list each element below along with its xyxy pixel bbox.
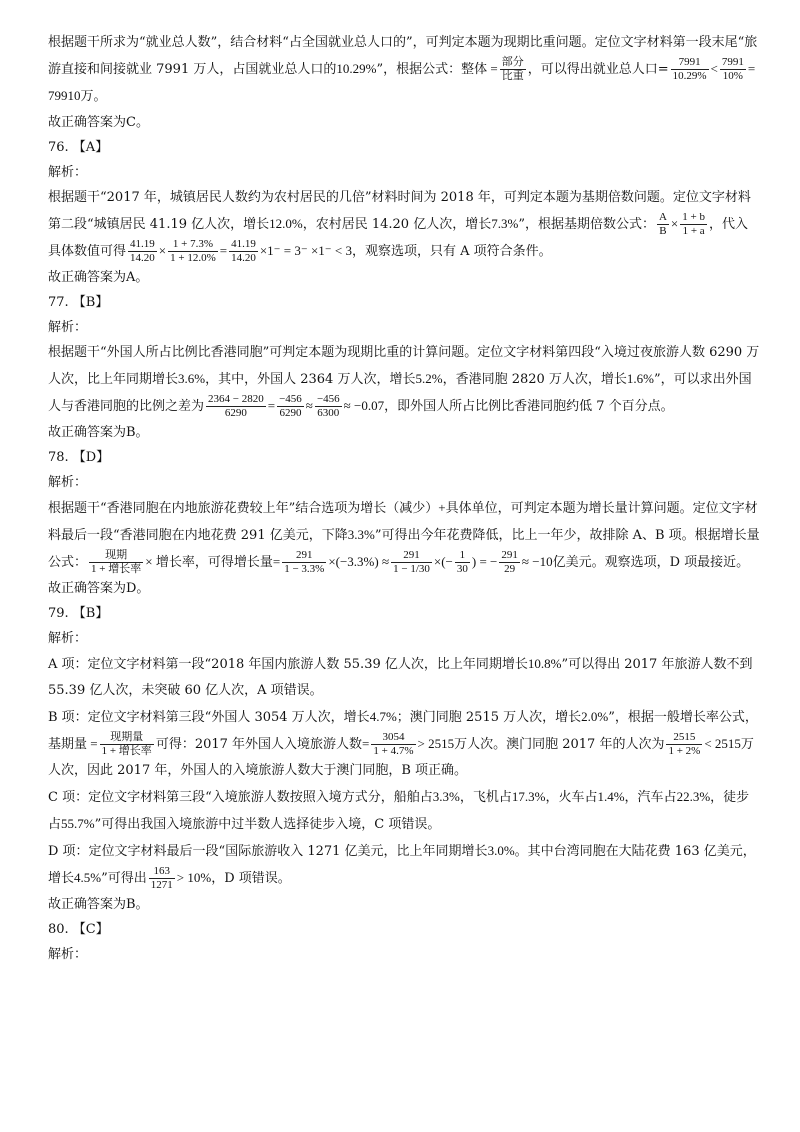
math-expression: ≈: [305, 398, 313, 413]
fraction: [206, 393, 266, 420]
fraction-denominator: B: [657, 224, 669, 238]
fraction: [499, 549, 520, 576]
text-run: ，代入具体数值可得: [48, 217, 748, 259]
fraction-denominator: 10.29%: [672, 70, 707, 82]
text-run: ，即外国人所占比例比香港同胞约低 7 个百分点。: [384, 399, 674, 414]
fraction: [680, 211, 707, 238]
text-run: 亿美元。观察选项，D 项最接近。: [552, 555, 750, 570]
math-expression: × 增长率: [145, 554, 195, 569]
math-expression: 17.3%: [511, 789, 546, 804]
math-expression: +: [438, 500, 446, 515]
fraction-denominator: 1 + 4.7%: [373, 745, 414, 757]
text-run: 具体单位，可判定本题为增长量计算问题。定位文字材料最后一段“香港同胞在内地花费 291 亿美元，下降: [48, 501, 758, 543]
fraction-denominator: 6290: [277, 406, 304, 420]
text-run: ”可以得出 2017 年旅游人数不到 55.39 亿人次，未突破 60 亿人次，A 项错误。: [48, 657, 753, 698]
math-expression: ≈ −10: [521, 554, 553, 569]
fraction-numerator: 1: [459, 549, 466, 561]
fraction-numerator: 291: [501, 549, 518, 561]
fraction-numerator: 163: [153, 865, 171, 877]
text-run: ，汽车占: [624, 790, 677, 805]
math-expression: 2.0%: [581, 709, 609, 724]
text-run: 。其中台湾同胞在大陆花费 163 亿美元，增长: [48, 844, 756, 886]
fraction: [657, 211, 669, 238]
math-expression: 3.0%: [487, 843, 515, 858]
math-expression: ×(−: [433, 554, 453, 569]
math-expression: 10.29%: [336, 61, 377, 76]
math-expression: 4.5%: [74, 870, 102, 885]
fraction-numerator: 7991: [678, 56, 701, 68]
text-run: ”可得出我国入境旅游中过半数人选择徒步入境，C 项错误。: [94, 817, 441, 832]
math-expression: 1.4%: [597, 789, 625, 804]
math-expression: 55.7%: [61, 816, 95, 831]
answer-line: 解析：: [48, 165, 88, 180]
fraction-numerator: 现期: [105, 549, 128, 561]
fraction: [168, 238, 218, 265]
text-run: ”，根据公式：: [376, 62, 462, 77]
text-run: ，D 项错误。: [211, 871, 291, 886]
math-expression: ) = −: [471, 554, 498, 569]
fraction: [315, 393, 342, 420]
answer-line: 故正确答案为B。: [48, 425, 149, 440]
fraction: [720, 56, 746, 83]
fraction: [229, 238, 258, 265]
text-run: D 项：定位文字材料最后一段“国际旅游收入 1271 亿美元，比上年同期增长: [48, 844, 488, 859]
fraction-numerator: 1 + 7.3%: [172, 238, 213, 250]
math-expression: > 2515: [417, 736, 455, 751]
text-run: ，可得增长量: [194, 555, 273, 570]
text-run: A 项：定位文字材料第一段“2018 年国内旅游人数 55.39 亿人次，比上年同期增长: [48, 657, 528, 672]
math-expression: 12.0%: [269, 216, 303, 231]
fraction: [671, 56, 709, 83]
math-expression: 4.7%: [369, 709, 397, 724]
fraction-numerator: 7991: [721, 56, 744, 68]
text-run: C 项：定位文字材料第三段“入境旅游人数按照入境方式分，船舶占: [48, 790, 433, 805]
math-expression: ×: [158, 243, 167, 258]
fraction-numerator: A: [658, 211, 667, 223]
fraction-numerator: 2364 − 2820: [208, 393, 264, 405]
fraction-denominator: 14.20: [231, 252, 256, 264]
fraction-denominator: 29: [499, 562, 520, 576]
answer-number-heading: 77. 【B】: [48, 295, 109, 310]
text-run: 万人次。澳门同胞 2017 年的人次为: [454, 737, 665, 752]
fraction: [371, 731, 415, 758]
text-run: 根据题干所求为“就业总人数”，结合材料“占全国就业总人口的”，可判定本题为现期比重问题。定位文字材料第一段末尾“旅游直接和间接就业 7991 万人，占国就业总人口的: [48, 35, 758, 77]
math-expression: 22.3%: [676, 789, 711, 804]
math-expression: = 79910: [48, 61, 756, 103]
fraction-numerator: 291: [296, 549, 313, 561]
fraction: [149, 865, 175, 892]
fraction-numerator: 41.19: [231, 238, 256, 250]
text-run: ”可得出: [101, 871, 147, 886]
explanation-paragraph: [48, 651, 760, 704]
fraction-denominator: 1 + a: [680, 224, 707, 238]
text-run: 可得：2017 年外国人入境旅游人数: [155, 737, 363, 752]
answer-line: 解析：: [48, 475, 88, 490]
fraction-denominator: 6290: [206, 406, 266, 420]
text-run: ”，根据基期倍数公式：: [518, 217, 655, 232]
fraction-denominator: 1 − 3.3%: [284, 563, 325, 575]
text-run: ，可以得出就业总人口=: [527, 62, 669, 77]
math-expression: 10.8%: [527, 656, 562, 671]
fraction: [666, 731, 702, 758]
math-expression: ×(−3.3%) ≈: [328, 554, 390, 569]
math-expression: 5.2%: [415, 371, 443, 386]
math-expression: ≈ −0.07: [343, 398, 385, 413]
fraction-numerator: 41.19: [130, 238, 155, 250]
text-run: ”可得出今年花费降低，比上一年少，故排除 A、B 项。根据增长量公式：: [48, 528, 760, 570]
answer-line: 故正确答案为C。: [48, 115, 149, 130]
text-run: ，其中，外国人 2364 万人次，增长: [205, 372, 416, 387]
explanation-paragraph: [48, 30, 760, 110]
answer-line: 解析：: [48, 631, 88, 646]
math-expression: 1.6%: [626, 371, 655, 386]
math-expression: =: [267, 398, 276, 413]
text-run: 万。: [80, 89, 107, 104]
text-run: 根据题干“外国人所占比例比香港同胞”可判定本题为现期比重的计算问题。定位文字材料第四段“入境过夜旅游人数 6290 万人次，比上年同期增长: [48, 345, 760, 387]
math-expression: 3.3%: [347, 527, 375, 542]
fraction: [500, 56, 526, 83]
explanation-paragraph: [48, 340, 760, 420]
text-run: ，火车占: [545, 790, 598, 805]
explanation-paragraph: [48, 704, 760, 784]
explanation-paragraph: [48, 838, 760, 892]
fraction-denominator: 1 + 增长率: [101, 745, 152, 757]
text-run: B 项：定位文字材料第三段“外国人 3054 万人次，增长: [48, 710, 370, 725]
fraction-denominator: 6300: [315, 406, 342, 420]
text-run: ”，可以求出外国人与香港同胞的比例之差为: [48, 372, 752, 414]
text-run: ，香港同胞 2820 万人次，增长: [442, 372, 627, 387]
math-expression: < 2515: [704, 736, 741, 751]
fraction: [89, 549, 143, 576]
math-expression: 基期量 =: [48, 736, 98, 751]
text-run: ，观察选项，只有 A 项符合条件。: [352, 244, 552, 259]
fraction-denominator: 10%: [720, 69, 746, 83]
text-run: ，飞机占: [459, 790, 512, 805]
fraction: [391, 549, 432, 576]
text-run: 根据题干“香港同胞在内地旅游花费较上年”结合选项为增长（减少）: [48, 501, 439, 516]
fraction: [455, 549, 470, 576]
math-expression: 3.3%: [432, 789, 460, 804]
fraction-denominator: 14.20: [130, 252, 155, 264]
math-expression: =: [219, 243, 228, 258]
fraction-denominator: 1 − 1/30: [393, 563, 430, 575]
answer-line: 解析：: [48, 947, 88, 962]
text-run: 万人次，因此 2017 年，外国人的入境旅游人数大于澳门同胞，B 项正确。: [48, 737, 754, 778]
fraction-numerator: 3054: [382, 731, 405, 743]
math-expression: <: [710, 61, 718, 76]
answer-number-heading: 76. 【A】: [48, 140, 109, 155]
text-run: ；澳门同胞 2515 万人次，增长: [396, 710, 582, 725]
answer-line: 故正确答案为B。: [48, 897, 149, 912]
fraction-numerator: −456: [316, 393, 340, 405]
math-expression: ×: [670, 216, 679, 231]
math-expression: =: [362, 736, 370, 751]
math-expression: > 10%: [176, 870, 212, 885]
text-run: 根据题干“2017 年，城镇居民人数约为农村居民的几倍”材料时间为 2018 年，可判定本题为基期倍数问题。定位文字材料第二段“城镇居民 41.19 亿人次，增长: [48, 190, 751, 232]
answer-number-heading: 79. 【B】: [48, 606, 109, 621]
fraction-denominator: 1271: [150, 879, 173, 891]
fraction-numerator: 部分: [501, 56, 524, 68]
fraction: [128, 238, 157, 265]
answer-number-heading: 78. 【D】: [48, 450, 110, 465]
math-expression: =: [272, 554, 281, 569]
text-run: ，徒步占: [48, 790, 750, 832]
math-expression: 7.3%: [491, 216, 519, 231]
math-expression: ×1⁻ = 3⁻ ×1⁻ < 3: [259, 243, 352, 258]
explanation-paragraph: [48, 784, 760, 838]
fraction-numerator: 1 + b: [682, 211, 705, 223]
explanation-paragraph: [48, 185, 760, 265]
fraction-denominator: 比重: [501, 70, 524, 82]
fraction-numerator: 现期量: [110, 731, 144, 743]
answer-line: 故正确答案为A。: [48, 270, 149, 285]
answer-line: 故正确答案为D。: [48, 581, 150, 596]
answer-number-heading: 80. 【C】: [48, 922, 109, 937]
text-run: ”，根据一般增长率公式，: [608, 710, 758, 725]
fraction-numerator: −456: [279, 393, 302, 405]
fraction: [100, 731, 154, 758]
explanation-paragraph: [48, 495, 760, 576]
answer-line: 解析：: [48, 320, 88, 335]
fraction-numerator: 291: [403, 549, 420, 561]
math-expression: 整体 =: [461, 61, 498, 76]
math-expression: 3.6%: [178, 371, 206, 386]
fraction-numerator: 2515: [673, 731, 696, 743]
fraction: [282, 549, 326, 576]
fraction: [277, 393, 304, 420]
fraction-denominator: 1 + 12.0%: [170, 252, 216, 264]
fraction-denominator: 30: [456, 563, 468, 575]
text-run: ，农村居民 14.20 亿人次，增长: [302, 217, 492, 232]
fraction-denominator: 1 + 增长率: [91, 563, 142, 575]
fraction-denominator: 1 + 2%: [668, 745, 701, 757]
document-page: [48, 30, 760, 967]
